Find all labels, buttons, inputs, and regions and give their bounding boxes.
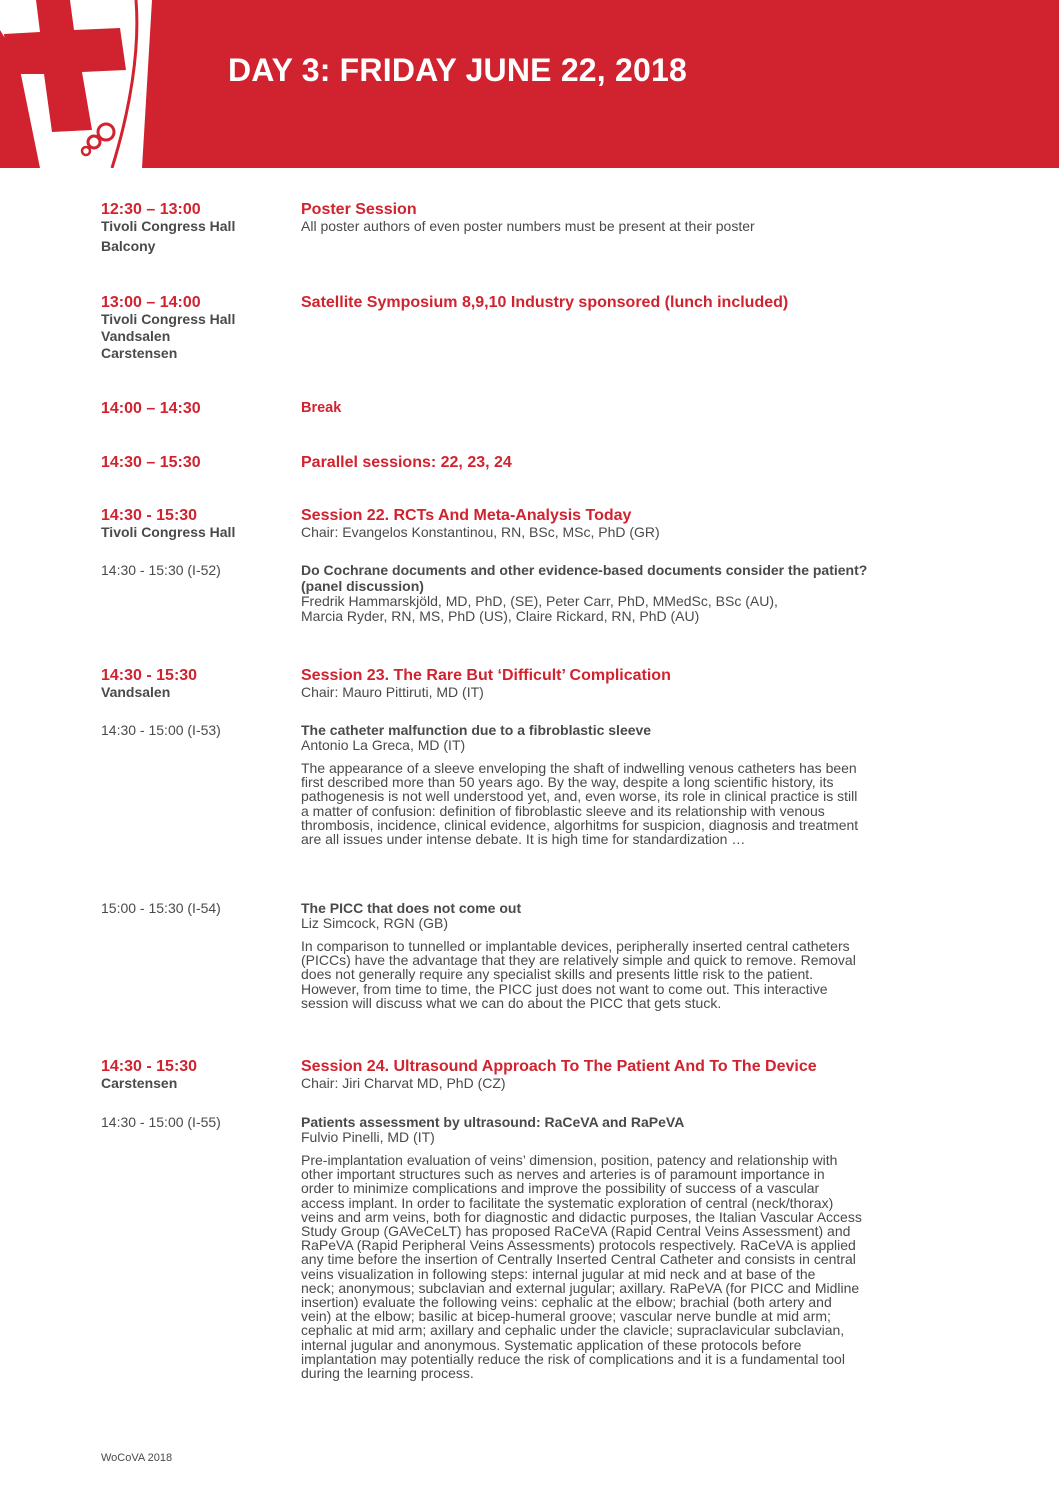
talk-time: 14:30 - 15:00 (I-55) [101,1114,221,1130]
row-venue: Carstensen [101,345,178,361]
abstract-line: However, from time to time, the PICC just does not want to come out. This interactive [301,980,828,997]
abstract-line: does not generally require any specialist skills and presents little risk to the patient. [301,966,814,983]
row-venue: Vandsalen [101,328,171,344]
page-title: DAY 3: FRIDAY JUNE 22, 2018 [228,52,687,88]
row-venue: Tivoli Congress Hall [101,311,236,327]
abstract-line: any time before the insertion of Centrally Inserted Central Catheter and consists in central [301,1251,856,1268]
abstract-line: veins visualization in following steps: internal jugular at mid neck and at base of the [301,1265,816,1282]
talk-title: Do Cochrane documents and other evidence-based documents consider the patient? [301,562,868,578]
row-time: 13:00 – 14:00 [101,294,201,311]
abstract-line: a matter of confusion: definition of fibroblastic sleeve and its relationship with venous [301,802,825,819]
abstract-line: cephalic at mid arm; axillary and cephalic under the clavicle; supraclavicular subclavian, [301,1322,845,1339]
abstract-line: (PICCs) have the advantage that they are relatively simple and quick to remove. Removal [301,952,856,969]
row-time: 14:00 – 14:30 [101,400,201,417]
session-time: 14:30 - 15:30 [101,1058,198,1075]
page-footer: WoCoVA 2018 [101,1452,173,1464]
abstract-line: pathogenesis is not well understood yet, and, even worse, its role in clinical practice is still [301,788,858,805]
abstract-line: order to minimize complications and improve the possibility of success of a vascular [301,1180,820,1197]
talk-abstract [301,939,961,1010]
talk-speaker: Liz Simcock, RGN (GB) [301,915,449,931]
logo-cross-icon [0,0,200,168]
row-title: Break [301,400,342,416]
abstract-line: neck; anonymous; subclavian and external jugular; axillary. RaPeVA (for PICC and Midline [301,1279,860,1296]
abstract-line: vein) at the elbow; basilic at bicep-humeral groove; vascular nerve bundle at mid arm; [301,1308,831,1325]
row-venue: Balcony [101,238,156,254]
row-title: Poster Session [301,201,417,218]
talk-abstract [301,761,961,846]
row-title: Satellite Symposium 8,9,10 Industry sponsored (lunch included) [301,294,789,311]
talk-title: The PICC that does not come out [301,900,522,916]
row-text: All poster authors of even poster numbers must be present at their poster [301,218,755,234]
abstract-line: are all issues under intense debate. It is high time for standardization … [301,831,746,848]
talk-speaker: Fulvio Pinelli, MD (IT) [301,1129,435,1145]
abstract-line: Study Group (GAVeCeLT) has proposed RaCeVA (Rapid Central Veins Assessment) and [301,1223,851,1240]
session-title: Session 23. The Rare But ‘Difficult’ Complication [301,667,671,684]
abstract-line: RaPeVA (Rapid Peripheral Veins Assessments) protocols respectively. RaCeVA is applied [301,1237,856,1254]
abstract-line: session will discuss what we can do about the PICC that gets stuck. [301,994,722,1011]
session-chair: Chair: Evangelos Konstantinou, RN, BSc, MSc, PhD (GR) [301,524,660,540]
session-chair: Chair: Jiri Charvat MD, PhD (CZ) [301,1075,506,1091]
talk-speakers: Marcia Ryder, RN, MS, PhD (US), Claire Rickard, RN, PhD (AU) [301,608,700,624]
abstract-line: insertion) evaluate the following veins: cephalic at the elbow; brachial (both artery and [301,1294,832,1311]
talk-speaker: Antonio La Greca, MD (IT) [301,737,466,753]
row-venue: Tivoli Congress Hall [101,218,236,234]
session-chair: Chair: Mauro Pittiruti, MD (IT) [301,684,484,700]
abstract-line: Pre-implantation evaluation of veins’ dimension, position, patency and relationship with [301,1152,838,1168]
abstract-line: during the learning process. [301,1365,474,1382]
talk-title: The catheter malfunction due to a fibroblastic sleeve [301,722,652,738]
session-venue: Tivoli Congress Hall [101,524,236,540]
abstract-line: first described more than 50 years ago. By the way, despite a long scientific history, its [301,774,834,791]
abstract-line: other important structures such as nerves and arteries is of paramount importance in [301,1166,825,1183]
abstract-line: veins and arm veins, both for diagnostic and didactic purposes, the Italian Vascular Access [301,1208,862,1225]
talk-abstract [301,1153,961,1380]
talk-title: (panel discussion) [301,578,424,594]
row-time: 12:30 – 13:00 [101,201,201,218]
session-venue: Carstensen [101,1075,178,1091]
abstract-line: In comparison to tunnelled or implantable devices, peripherally inserted central catheters [301,938,850,954]
session-time: 14:30 - 15:30 [101,667,198,684]
abstract-line: The appearance of a sleeve enveloping the shaft of indwelling venous catheters has been [301,760,857,776]
abstract-line: implantation may potentially reduce the risk of complications and it is a fundamental tool [301,1350,845,1367]
talk-time: 14:30 - 15:30 (I-52) [101,562,221,578]
row-title: Parallel sessions: 22, 23, 24 [301,454,512,471]
page-header [0,0,1059,168]
abstract-line: access implant. In order to facilitate the systematic exploration of central (neck/thorax) [301,1194,834,1211]
session-title: Session 24. Ultrasound Approach To The Patient And To The Device [301,1058,817,1075]
talk-title: Patients assessment by ultrasound: RaCeVA and RaPeVA [301,1114,685,1130]
talk-speakers: Fredrik Hammarskjöld, MD, PhD, (SE), Peter Carr, PhD, MMedSc, BSc (AU), [301,593,778,609]
session-title: Session 22. RCTs And Meta-Analysis Today [301,507,632,524]
session-time: 14:30 - 15:30 [101,507,198,524]
abstract-line: thrombosis, incidence, clinical evidence, algorhitms for suspicion, diagnosis and treatment [301,816,859,833]
abstract-line: internal jugular and anonymous. Systematic application of these protocols before [301,1336,802,1353]
talk-time: 14:30 - 15:00 (I-53) [101,722,221,738]
talk-time: 15:00 - 15:30 (I-54) [101,900,221,916]
row-time: 14:30 – 15:30 [101,454,201,471]
session-venue: Vandsalen [101,684,171,700]
